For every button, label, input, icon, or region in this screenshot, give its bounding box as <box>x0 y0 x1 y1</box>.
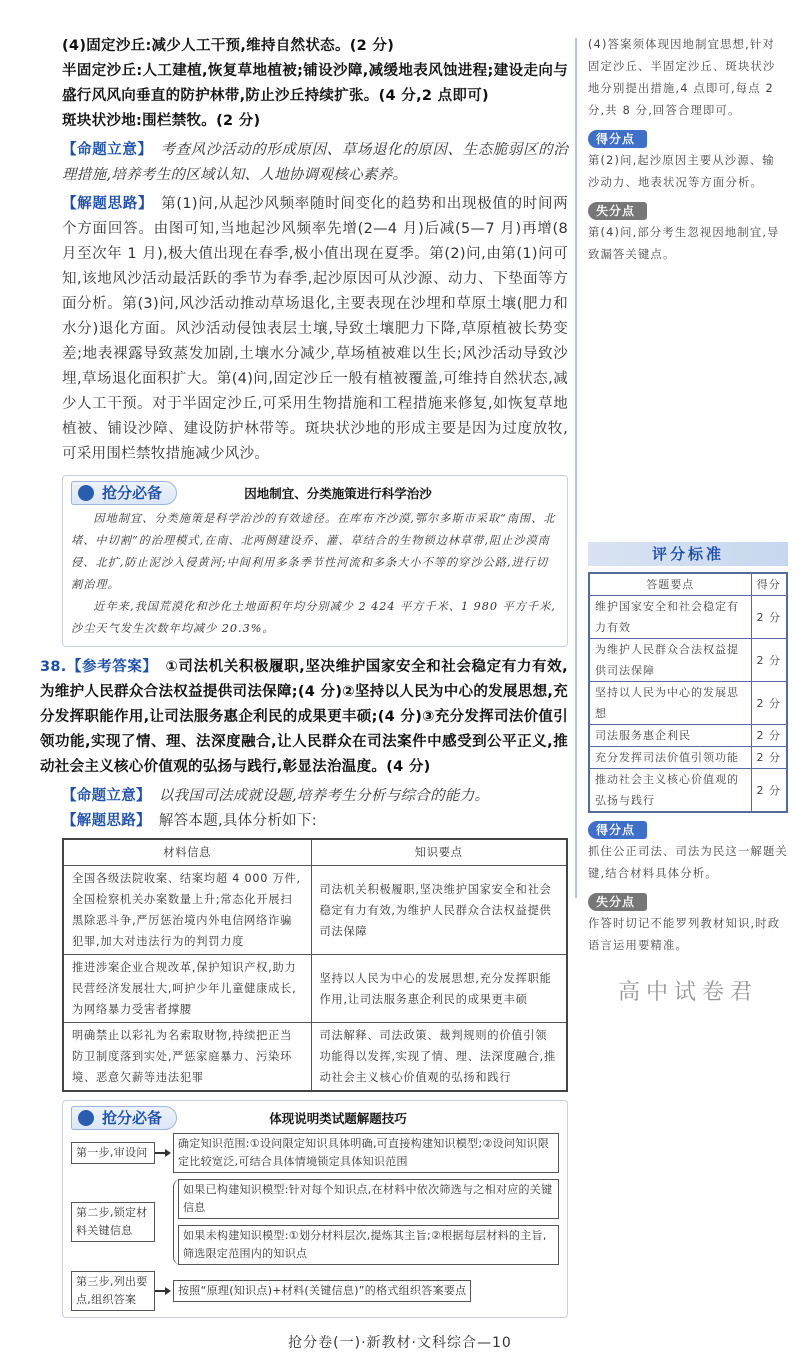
rubric-score: 2 分 <box>751 596 787 639</box>
approach-text: 第(1)问,从起沙风频率随时间变化的趋势和出现极值的时间两个方面回答。由图可知,当地起沙风频率先增(2—4 月)后减(5—7 月)再增(8 月至次年 1 月),极大值出现在春季,极小值出现在夏季。第(2)问,由第(1)问可知,该地风沙活动最活跃的季节为春季,起沙原因可从沙源、动力、下垫面等方面分析。第(3)问,风沙活动推动草场退化,主要表现在沙埋和草原土壤(肥力和水分)退化方面。风沙活动侵蚀表层土壤,导致土壤肥力下降,草原植被长势变差;地表裸露导致蒸发加剧,土壤水分减少,草场植被难以生长;风沙活动导致沙埋,草场退化面积扩大。第(4)问,固定沙丘一般有植被覆盖,可维持自然状态,减少人工干预。对于半固定沙丘,可采用生物措施和工程措施来修复,如恢复草地植被、铺设沙障、建设防护林带等。斑块状沙地的形成主要是因为过度放牧,可采用围栏禁牧措施减少风沙。 <box>62 196 568 462</box>
table-row <box>63 866 567 955</box>
step-3: 第三步,列出要点,组织答案 <box>71 1271 155 1311</box>
rubric-title: 评分标准 <box>588 542 788 566</box>
rubric-section <box>588 542 788 1006</box>
arrow-icon <box>155 1290 169 1292</box>
lose-points-label-37: 失分点 <box>588 200 786 220</box>
answer-text: ①司法机关积极履职,坚决维护国家安全和社会稳定有力有效,为维护人民群众合法权益提供司法保障;(4 分)②坚持以人民为中心的发展思想,充分发挥职能作用,让司法服务惠企利民的成果更丰硕;(4 分)③充分发挥司法价值引领功能,实现了情、理、法深度融合,让人民群众在司法案件中感受到公平正义,推动社会主义核心价值观的弘扬与践行,彰显法治温度。(4 分) <box>40 659 568 775</box>
note-37: (4)答案须体现因地制宜思想,针对固定沙丘、半固定沙丘、斑块状沙地分别提出措施,4 点即可,每点 2 分,共 8 分,回答合理即可。 <box>588 38 776 117</box>
rubric-score: 2 分 <box>751 682 787 725</box>
tip-box-label: 抢分必备 <box>71 481 177 505</box>
rubric-point: 司法服务惠企利民 <box>589 725 751 747</box>
page-footer: 抢分卷(一)·新教材·文科综合—10 <box>288 1335 512 1351</box>
table-cell: 明确禁止以彩礼为名索取财物,持续把正当防卫制度落到实处,严惩家庭暴力、污染环境、恶意欠薪等违法犯罪 <box>63 1023 311 1092</box>
tip-paragraph: 因地制宜、分类施策是科学治沙的有效途径。在库布齐沙漠,鄂尔多斯市采取“南围、北堵、中切割”的治理模式,在南、北两侧建设乔、灌、草结合的生物锁边林草带,阻止沙漠南侵、北扩,防止泥沙入侵黄河;中间利用多条季节性河流和多条大小不等的穿沙公路,进行切割治理。 <box>71 512 556 591</box>
rubric-point: 维护国家安全和社会稳定有力有效 <box>589 596 751 639</box>
q38-approach <box>40 809 568 834</box>
intent-tag: 【命题立意】 <box>62 142 153 158</box>
answer-line: (4)固定沙丘:减少人工干预,维持自然状态。(2 分) <box>62 38 395 54</box>
step-3-text: 按照“原理(知识点)+材料(关键信息)”的格式组织答案要点 <box>173 1280 471 1302</box>
answer-line: 半固定沙丘:人工建植,恢复草地植被;铺设沙障,减缓地表风蚀进程;建设走向与盛行风风向垂直的防护林带,防止沙丘持续扩张。(4 分,2 点即可) <box>62 63 568 104</box>
tip-box-sand-control <box>62 475 568 647</box>
answer-line: 斑块状沙地:围栏禁牧。(2 分) <box>62 113 261 129</box>
rubric-header: 得分 <box>751 573 787 596</box>
score-points-37: 第(2)问,起沙原因主要从沙源、输沙动力、地表状况等方面分析。 <box>588 154 775 189</box>
q38-answer <box>40 655 568 780</box>
rubric-point: 推动社会主义核心价值观的弘扬与践行 <box>589 769 751 813</box>
lose-points-37: 第(4)问,部分考生忽视因地制宜,导致漏答关键点。 <box>588 226 780 261</box>
approach-text: 解答本题,具体分析如下: <box>158 813 317 829</box>
tip-box-explanation <box>62 1100 568 1318</box>
lose-points-label-38: 失分点 <box>588 891 788 911</box>
tip-box-title: 体现说明类试题解题技巧 <box>269 1111 407 1126</box>
tip-box-title: 因地制宜、分类施策进行科学治沙 <box>244 486 432 501</box>
rubric-row <box>589 747 787 769</box>
score-points-label-37: 得分点 <box>588 128 786 148</box>
rubric-row <box>589 639 787 682</box>
q37-approach <box>40 192 568 467</box>
rubric-row <box>589 725 787 747</box>
rubric-score: 2 分 <box>751 725 787 747</box>
tip-box-label: 抢分必备 <box>71 1106 177 1130</box>
step-1-text: 确定知识范围:①设问限定知识具体明确,可直接构建知识模型;②设问知识限定比较宽泛,可结合具体情境锁定具体知识范围 <box>173 1133 559 1173</box>
rubric-score: 2 分 <box>751 747 787 769</box>
rubric-score: 2 分 <box>751 769 787 813</box>
step-2-text-b: 如果未构建知识模型:①划分材料层次,提炼其主旨;②根据每层材料的主旨,筛选限定范围内的知识点 <box>178 1225 559 1265</box>
rubric-row <box>589 596 787 639</box>
score-points-label-38: 得分点 <box>588 819 788 839</box>
step-1: 第一步,审设问 <box>71 1142 155 1164</box>
analysis-table <box>62 838 568 1092</box>
tip-paragraph: 近年来,我国荒漠化和沙化土地面积年均分别减少 2 424 平方千米、1 980 平方千米,沙尘天气发生次数年均减少 20.3%。 <box>71 600 556 635</box>
intent-tag: 【命题立意】 <box>62 788 151 804</box>
step-2-options <box>173 1179 559 1265</box>
approach-tag: 【解题思路】 <box>62 196 154 212</box>
side-column <box>588 34 788 1005</box>
table-cell: 全国各级法院收案、结案均超 4 000 万件,全国检察机关办案数量上升;常态化开展扫黑除恶斗争,严厉惩治境内外电信网络诈骗犯罪,加大对违法行为的判罚力度 <box>63 866 311 955</box>
intent-text: 考查风沙活动的形成原因、草场退化的原因、生态脆弱区的治理措施,培养考生的区域认知、人地协调观核心素养。 <box>62 142 568 183</box>
rubric-point: 为维护人民群众合法权益提供司法保障 <box>589 639 751 682</box>
rubric-table <box>588 572 788 813</box>
table-cell: 司法解释、司法政策、裁判规则的价值引领功能得以发挥,实现了情、理、法深度融合,推动社会主义核心价值观的弘扬和践行 <box>311 1023 567 1092</box>
rubric-point: 坚持以人民为中心的发展思想 <box>589 682 751 725</box>
approach-tag: 【解题思路】 <box>62 813 151 829</box>
table-header: 知识要点 <box>311 839 567 866</box>
table-row <box>63 1023 567 1092</box>
rubric-row <box>589 769 787 813</box>
q37-intent <box>40 138 568 188</box>
rubric-header: 答题要点 <box>589 573 751 596</box>
table-header: 材料信息 <box>63 839 311 866</box>
intent-text: 以我国司法成就设题,培养考生分析与综合的能力。 <box>158 788 490 804</box>
table-cell: 坚持以人民为中心的发展思想,充分发挥职能作用,让司法服务惠企利民的成果更丰硕 <box>311 955 567 1023</box>
badge-icon <box>78 1110 94 1126</box>
lose-points-38: 作答时切记不能罗列教材知识,时政语言运用要精准。 <box>588 917 781 952</box>
table-cell: 推进涉案企业合规改革,保护知识产权,助力民营经济发展壮大,呵护少年儿童健康成长,为网络暴力受害者撑腰 <box>63 955 311 1023</box>
q38-intent <box>40 784 568 809</box>
watermark: 高中试卷君 <box>617 980 758 1005</box>
rubric-row <box>589 682 787 725</box>
flow-chart <box>71 1133 559 1311</box>
step-2-text-a: 如果已构建知识模型:针对每个知识点,在材料中依次筛选与之相对应的关键信息 <box>178 1179 559 1219</box>
q37-answer <box>40 34 568 134</box>
question-number: 38. <box>40 659 67 675</box>
table-cell: 司法机关积极履职,坚决维护国家安全和社会稳定有力有效,为维护人民群众合法权益提供司法保障 <box>311 866 567 955</box>
score-points-38: 抓住公正司法、司法为民这一解题关键,结合材料具体分析。 <box>588 845 788 880</box>
main-column <box>40 34 568 1318</box>
rubric-score: 2 分 <box>751 639 787 682</box>
step-2: 第二步,锁定材料关键信息 <box>71 1202 155 1242</box>
table-row <box>63 955 567 1023</box>
rubric-point: 充分发挥司法价值引领功能 <box>589 747 751 769</box>
arrow-icon <box>155 1152 169 1154</box>
column-divider <box>575 38 577 898</box>
answer-tag: 【参考答案】 <box>66 659 158 675</box>
badge-icon <box>78 485 94 501</box>
